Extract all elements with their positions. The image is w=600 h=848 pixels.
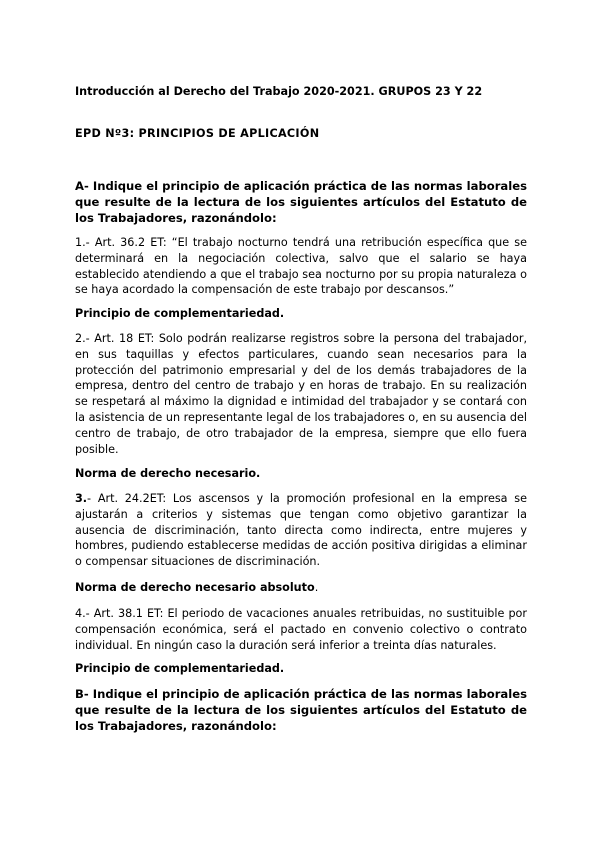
article-paragraph-1: 1.- Art. 36.2 ET: “El trabajo nocturno tendrá una retribución específica que se determinará en la negociación colectiva, salvo que el salario se haya establecido atendiendo a que el trabajo sea nocturno por su propia naturaleza o se haya acordado la compensación de este trabajo por descansos.” <box>75 236 527 297</box>
answer-2: Norma de derecho necesario. <box>75 467 261 480</box>
answer-3 <box>75 580 527 596</box>
answer-4: Principio de complementariedad. <box>75 662 285 675</box>
article-number-3: 3. <box>75 492 88 505</box>
article-paragraph-4: 4.- Art. 38.1 ET: El periodo de vacaciones anuales retribuidas, no sustituible por compensación económica, será el pactado en convenio colectivo o contrato individual. En ningún caso la duración será inferior a treinta días naturales. <box>75 607 527 652</box>
article-paragraph-2: 2.- Art. 18 ET: Solo podrán realizarse registros sobre la persona del trabajador, en sus taquillas y efectos particulares, cuando sean necesarios para la protección del patrimonio empresarial y del de los demás trabajadores de la empresa, dentro del centro de trabajo y en horas de trabajo. En su realización se respetará al máximo la dignidad e intimidad del trabajador y se contará con la asistencia de un representante legal de los trabajadores o, en su ausencia del centro de trabajo, de otro trabajador de la empresa, siempre que ello fuera posible. <box>75 332 527 456</box>
answer-3-text: Norma de derecho necesario absoluto <box>75 581 315 594</box>
article-text-3: - Art. 24.2ET: Los ascensos y la promoción profesional en la empresa se ajustarán a criterios y sistemas que tengan como objetivo garantizar la ausencia de discriminación, tanto directa como indirecta, entre mujeres y hombres, pudiendo establecerse medidas de acción positiva dirigidas a eliminar o compensar situaciones de discriminación. <box>75 492 527 569</box>
document-subtitle: EPD Nº3: PRINCIPIOS DE APLICACIÓN <box>75 127 320 140</box>
answer-3-suffix: . <box>314 581 319 594</box>
answer-1: Principio de complementariedad. <box>75 307 285 320</box>
article-paragraph-3 <box>75 491 527 570</box>
section-b-heading: B- Indique el principio de aplicación práctica de las normas laborales que resulte de la lectura de los siguientes artículos del Estatuto de los Trabajadores, razonándolo: <box>75 687 527 733</box>
section-a-heading: A- Indique el principio de aplicación práctica de las normas laborales que resulte de la lectura de los siguientes artículos del Estatuto de los Trabajadores, razonándolo: <box>75 179 527 225</box>
document-title: Introducción al Derecho del Trabajo 2020-2021. GRUPOS 23 Y 22 <box>75 85 483 98</box>
